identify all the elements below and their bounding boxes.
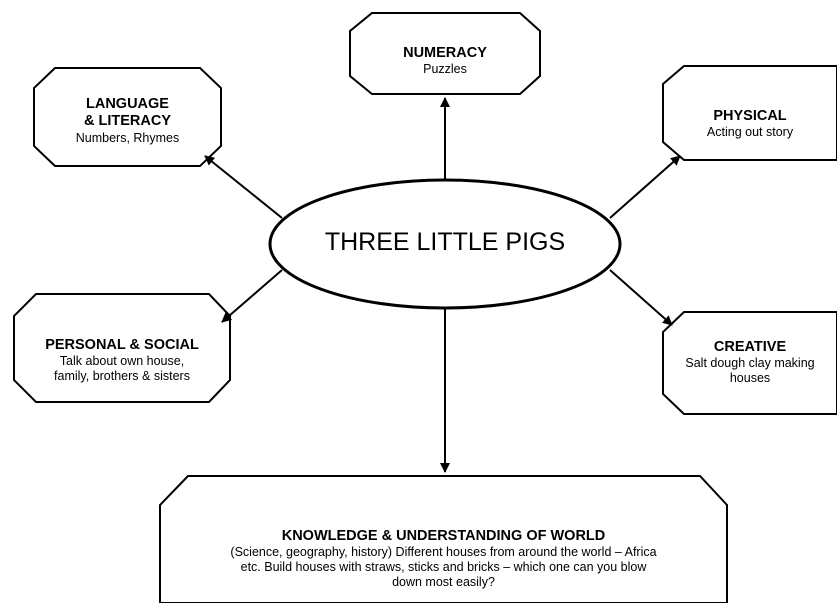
language-title-line2: & LITERACY xyxy=(84,113,171,130)
arrow-to-physical xyxy=(610,156,680,218)
personal-title: PERSONAL & SOCIAL xyxy=(45,337,199,353)
numeracy-node xyxy=(350,45,540,77)
creative-detail-line1: Salt dough clay making xyxy=(685,356,815,371)
physical-detail: Acting out story xyxy=(706,125,794,140)
language-literacy-node xyxy=(34,96,221,146)
numeracy-detail: Puzzles xyxy=(423,62,467,77)
language-detail: Numbers, Rhymes xyxy=(75,130,180,145)
personal-detail-line2: family, brothers & sisters xyxy=(54,369,190,384)
center-topic-label: THREE LITTLE PIGS xyxy=(324,228,566,256)
knowledge-detail-line3: down most easily? xyxy=(392,575,495,590)
creative-detail-line2: houses xyxy=(729,371,771,386)
knowledge-node xyxy=(160,528,727,590)
arrow-to-creative xyxy=(610,270,672,325)
creative-node xyxy=(663,339,837,386)
knowledge-title: KNOWLEDGE & UNDERSTANDING OF WORLD xyxy=(281,528,606,544)
numeracy-title: NUMERACY xyxy=(403,45,487,61)
personal-detail-line1: Talk about own house, xyxy=(59,354,185,369)
knowledge-detail-line2: etc. Build houses with straws, sticks and bricks – which one can you blow xyxy=(240,560,647,575)
creative-title: CREATIVE xyxy=(713,339,787,355)
arrow-to-personal xyxy=(222,270,282,322)
language-title-line1: LANGUAGE xyxy=(86,96,169,112)
physical-title: PHYSICAL xyxy=(713,108,787,124)
personal-social-node xyxy=(14,337,230,384)
arrow-to-language xyxy=(205,156,282,218)
physical-node xyxy=(663,108,837,140)
knowledge-detail-line1: (Science, geography, history) Different houses from around the world – Africa xyxy=(230,545,657,560)
